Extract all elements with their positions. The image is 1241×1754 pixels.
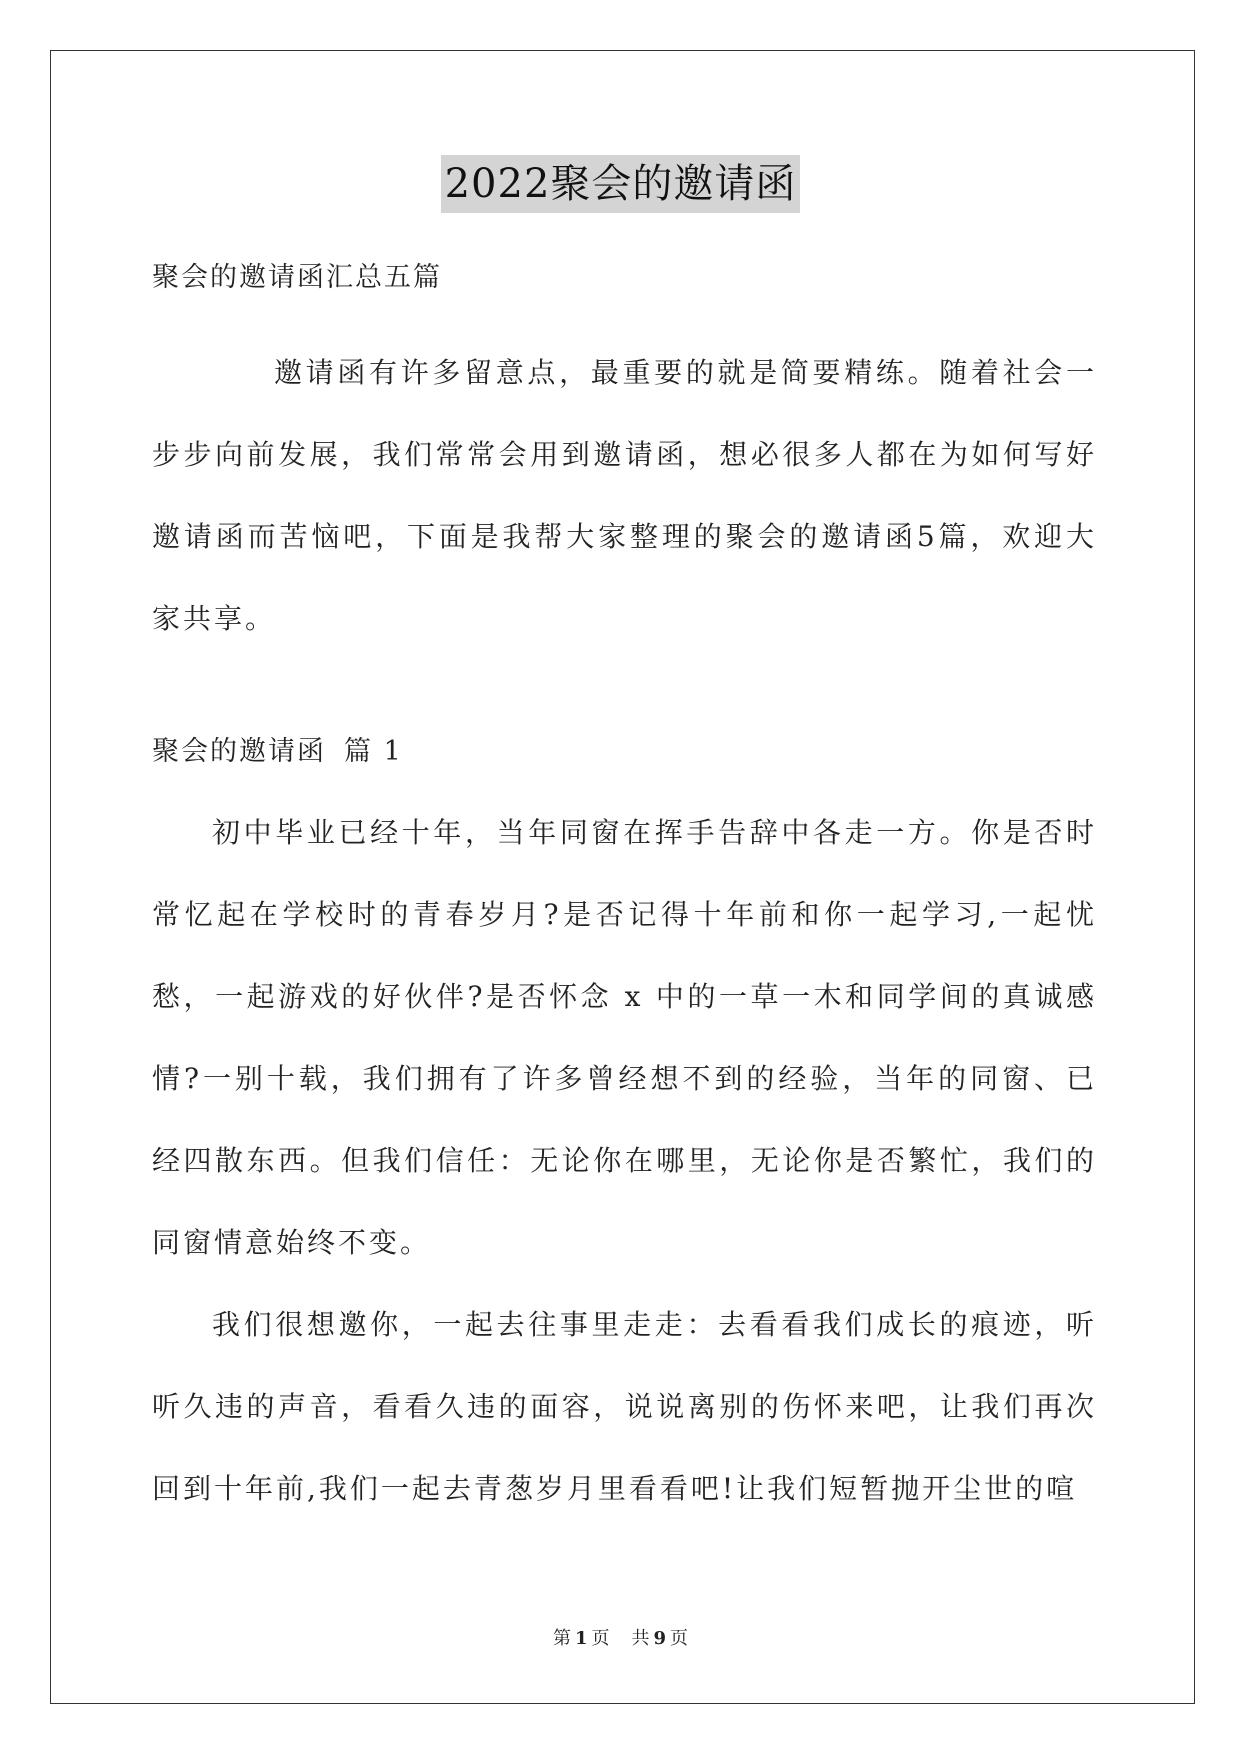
footer-prefix: 第 [552, 1628, 571, 1649]
total-pages-number: 9 [653, 1628, 667, 1649]
footer-total-prefix: 共 [631, 1628, 650, 1649]
footer-page-word: 页 [591, 1628, 610, 1649]
current-page-number: 1 [574, 1628, 588, 1649]
body-paragraph: 我们很想邀你，一起去往事里走走：去看看我们成长的痕迹，听听久违的声音，看看久违的面容，说说离别的伤怀来吧，让我们再次回到十年前,我们一起去青葱岁月里看看吧!让我们短暂抛开尘世的喧 [152, 1308, 1097, 1505]
intro-paragraph: 邀请函有许多留意点，最重要的就是简要精练。随着社会一步步向前发展，我们常常会用到邀请函，想必很多人都在为如何写好邀请函而苦恼吧，下面是我帮大家整理的聚会的邀请函5篇，欢迎大家共享。 [152, 356, 1097, 635]
page-footer [0, 1624, 1241, 1650]
document-subtitle: 聚会的邀请函汇总五篇 [152, 262, 442, 293]
body-paragraph: 初中毕业已经十年，当年同窗在挥手告辞中各走一方。你是否时常忆起在学校时的青春岁月?是否记得十年前和你一起学习,一起忧愁，一起游戏的好伙伴?是否怀念 x 中的一草一木和同学间的真诚感情?一别十载，我们拥有了许多曾经想不到的经验，当年的同窗、已经四散东西。但我们信任：无论你在哪里，无论你是否繁忙，我们的同窗情意始终不变。 [152, 816, 1097, 1259]
document-title: 2022聚会的邀请函 [441, 155, 801, 213]
section-heading-text: 聚会的邀请函 [152, 736, 326, 767]
section-heading-suffix: 篇 1 [344, 736, 403, 767]
section-heading [152, 732, 1097, 772]
title-container [0, 155, 1241, 213]
footer-total-word: 页 [670, 1628, 689, 1649]
document-body [152, 258, 1097, 1530]
